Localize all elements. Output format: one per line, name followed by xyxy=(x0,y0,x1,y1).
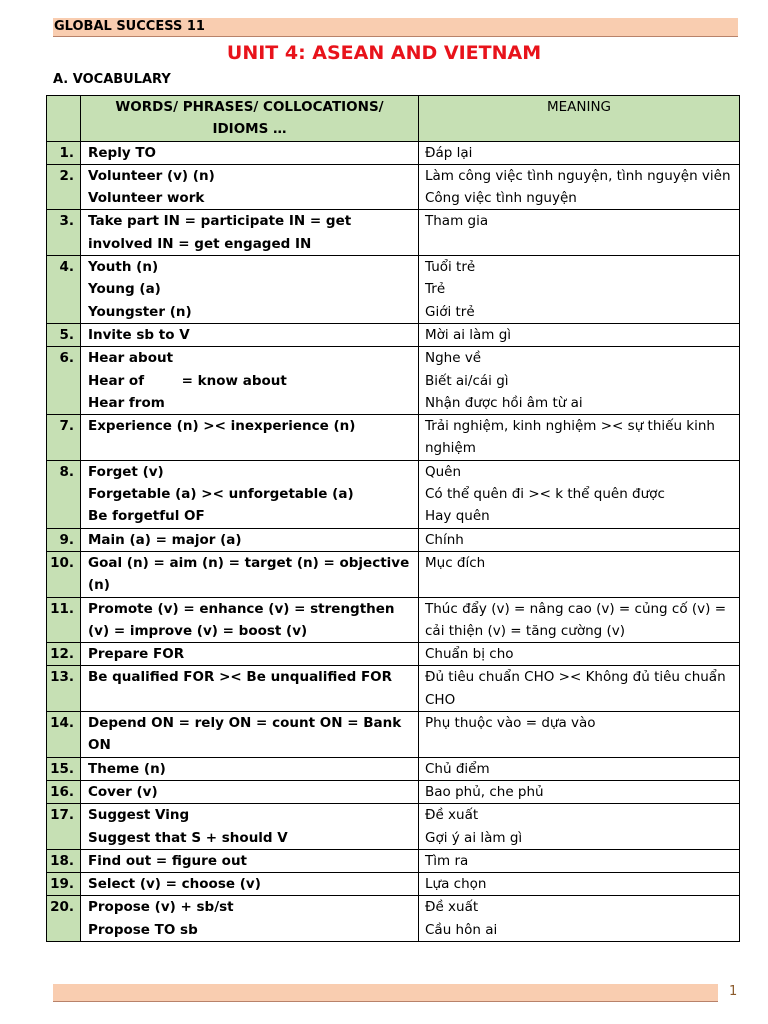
table-row xyxy=(47,849,740,872)
vocab-meaning: Mục đích xyxy=(425,554,486,571)
row-number: 14. xyxy=(47,712,81,758)
vocab-term: Forgetable (a) >< unforgetable (a) xyxy=(88,486,354,503)
vocab-term: Propose (v) + sb/st xyxy=(88,899,234,916)
vocab-meaning-cell xyxy=(419,780,740,803)
row-number: 1. xyxy=(47,141,81,164)
vocab-term: Be forgetful OF xyxy=(88,508,205,525)
vocab-term: Theme (n) xyxy=(88,760,166,777)
vocab-meaning: Chuẩn bị cho xyxy=(425,646,514,663)
vocab-meaning: Hay quên xyxy=(425,508,490,525)
vocab-meaning-cell xyxy=(419,256,740,324)
row-number: 2. xyxy=(47,164,81,210)
vocab-term-cell xyxy=(81,141,419,164)
row-number: 15. xyxy=(47,757,81,780)
footer-bar xyxy=(53,984,718,1002)
vocab-meaning: Mời ai làm gì xyxy=(425,326,512,343)
vocab-meaning-cell xyxy=(419,643,740,666)
vocab-meaning: Quên xyxy=(425,463,462,480)
vocab-meaning: Gợi ý ai làm gì xyxy=(425,829,523,846)
vocab-meaning: Đề xuất xyxy=(425,807,479,824)
vocab-meaning-cell xyxy=(419,757,740,780)
row-number: 8. xyxy=(47,460,81,528)
vocab-meaning: Trẻ xyxy=(425,281,446,298)
table-row xyxy=(47,873,740,896)
row-number: 12. xyxy=(47,643,81,666)
vocab-term-cell xyxy=(81,849,419,872)
table-header-row xyxy=(47,96,740,142)
vocab-meaning: Lựa chọn xyxy=(425,876,487,893)
vocab-meaning: Cầu hôn ai xyxy=(425,921,498,938)
vocab-term: Be qualified FOR >< Be unqualified FOR xyxy=(88,669,393,686)
vocab-meaning: Giới trẻ xyxy=(425,303,475,320)
vocab-term: Forget (v) xyxy=(88,463,164,480)
vocab-meaning: Phụ thuộc vào = dựa vào xyxy=(425,715,596,732)
vocab-term: Find out = figure out xyxy=(88,852,248,869)
vocab-meaning-cell xyxy=(419,528,740,551)
row-number: 6. xyxy=(47,347,81,415)
vocab-meaning: Chính xyxy=(425,531,464,548)
header-title: GLOBAL SUCCESS 11 xyxy=(54,19,205,34)
vocab-meaning-cell xyxy=(419,849,740,872)
vocab-term: Invite sb to V xyxy=(88,326,190,343)
table-row xyxy=(47,804,740,850)
vocab-term: Cover (v) xyxy=(88,783,158,800)
vocab-meaning: Thúc đẩy (v) = nâng cao (v) = củng cố (v) = cải thiện (v) = tăng cường (v) xyxy=(425,600,731,639)
row-number: 11. xyxy=(47,597,81,643)
vocab-term: Take part IN = participate IN = get involved IN = get engaged IN xyxy=(88,213,356,252)
vocab-meaning-cell xyxy=(419,415,740,461)
vocab-meaning-cell xyxy=(419,804,740,850)
table-row xyxy=(47,896,740,942)
vocab-meaning: Đáp lại xyxy=(425,144,473,161)
row-number: 9. xyxy=(47,528,81,551)
vocab-meaning: Nhận được hồi âm từ ai xyxy=(425,394,583,411)
vocab-term-cell xyxy=(81,757,419,780)
vocab-term-cell xyxy=(81,804,419,850)
table-row xyxy=(47,597,740,643)
header-bar xyxy=(53,18,738,37)
vocab-term-cell xyxy=(81,323,419,346)
table-row xyxy=(47,256,740,324)
vocab-term: Hear about xyxy=(88,350,174,367)
number-column-header xyxy=(47,96,81,142)
table-row xyxy=(47,164,740,210)
table-row xyxy=(47,141,740,164)
vocab-term-cell xyxy=(81,780,419,803)
vocab-term: Volunteer (v) (n) xyxy=(88,167,215,184)
table-row xyxy=(47,528,740,551)
table-row xyxy=(47,323,740,346)
vocab-meaning-cell xyxy=(419,873,740,896)
vocab-term: Promote (v) = enhance (v) = strengthen (v) = improve (v) = boost (v) xyxy=(88,600,400,639)
table-row xyxy=(47,460,740,528)
vocab-term: Main (a) = major (a) xyxy=(88,531,242,548)
table-row xyxy=(47,347,740,415)
unit-title: UNIT 4: ASEAN AND VIETNAM xyxy=(226,42,542,64)
row-number: 16. xyxy=(47,780,81,803)
row-number: 5. xyxy=(47,323,81,346)
vocabulary-table xyxy=(46,95,740,942)
table-row xyxy=(47,210,740,256)
vocab-term-cell xyxy=(81,256,419,324)
vocab-meaning-cell xyxy=(419,712,740,758)
vocab-term: Select (v) = choose (v) xyxy=(88,876,261,893)
vocab-meaning: Công việc tình nguyện xyxy=(425,190,577,207)
vocab-meaning: Tìm ra xyxy=(425,852,469,869)
vocab-term-cell xyxy=(81,551,419,597)
vocab-term: Volunteer work xyxy=(88,190,205,207)
words-column-header: WORDS/ PHRASES/ COLLOCATIONS/ IDIOMS … xyxy=(81,96,419,142)
row-number: 19. xyxy=(47,873,81,896)
vocab-term-cell xyxy=(81,460,419,528)
row-number: 17. xyxy=(47,804,81,850)
row-number: 7. xyxy=(47,415,81,461)
vocab-term: Experience (n) >< inexperience (n) xyxy=(88,418,356,435)
table-row xyxy=(47,643,740,666)
vocab-term: Suggest Ving xyxy=(88,807,190,824)
row-number: 3. xyxy=(47,210,81,256)
vocab-meaning: Tuổi trẻ xyxy=(425,259,476,276)
vocab-meaning: Chủ điểm xyxy=(425,760,490,777)
vocab-meaning-cell xyxy=(419,210,740,256)
vocab-meaning: Trải nghiệm, kinh nghiệm >< sự thiếu kinh nghiệm xyxy=(425,418,720,457)
vocab-meaning: Làm công việc tình nguyện, tình nguyện viên xyxy=(425,167,731,184)
vocab-term-cell xyxy=(81,597,419,643)
vocab-meaning-cell xyxy=(419,323,740,346)
row-number: 13. xyxy=(47,666,81,712)
vocabulary-table-body xyxy=(47,141,740,941)
vocab-term-cell xyxy=(81,666,419,712)
vocab-term: Youth (n) xyxy=(88,259,159,276)
vocab-meaning-cell xyxy=(419,164,740,210)
vocab-term-cell xyxy=(81,164,419,210)
table-row xyxy=(47,712,740,758)
vocab-term-cell xyxy=(81,347,419,415)
vocab-term-cell xyxy=(81,415,419,461)
vocab-term-cell xyxy=(81,896,419,942)
vocab-meaning: Nghe về xyxy=(425,350,482,367)
vocab-term-cell xyxy=(81,210,419,256)
vocab-meaning-cell xyxy=(419,460,740,528)
vocab-meaning: Tham gia xyxy=(425,213,489,230)
vocab-term: Hear from xyxy=(88,394,165,411)
table-row xyxy=(47,551,740,597)
vocab-meaning-cell xyxy=(419,597,740,643)
vocab-meaning: Bao phủ, che phủ xyxy=(425,783,544,800)
vocab-term: Reply TO xyxy=(88,144,157,161)
table-row xyxy=(47,666,740,712)
row-number: 10. xyxy=(47,551,81,597)
vocab-meaning: Biết ai/cái gì xyxy=(425,372,509,389)
vocab-meaning-cell xyxy=(419,666,740,712)
row-number: 4. xyxy=(47,256,81,324)
vocab-meaning: Đủ tiêu chuẩn CHO >< Không đủ tiêu chuẩn CHO xyxy=(425,669,730,708)
vocab-meaning-cell xyxy=(419,551,740,597)
meaning-column-header: MEANING xyxy=(419,96,740,142)
page-number: 1 xyxy=(729,984,738,999)
section-title: A. VOCABULARY xyxy=(53,72,171,87)
vocab-term: Young (a) xyxy=(88,281,161,298)
vocab-term-cell xyxy=(81,643,419,666)
vocab-term: Suggest that S + should V xyxy=(88,829,288,846)
vocab-meaning-cell xyxy=(419,896,740,942)
row-number: 18. xyxy=(47,849,81,872)
vocab-meaning-cell xyxy=(419,347,740,415)
vocab-term: Hear of = know about xyxy=(88,372,287,389)
vocab-term: Depend ON = rely ON = count ON = Bank ON xyxy=(88,715,406,754)
table-row xyxy=(47,757,740,780)
vocab-term: Prepare FOR xyxy=(88,646,185,663)
vocab-term: Propose TO sb xyxy=(88,921,198,938)
vocab-term: Youngster (n) xyxy=(88,303,192,320)
row-number: 20. xyxy=(47,896,81,942)
vocab-meaning: Có thể quên đi >< k thể quên được xyxy=(425,486,665,503)
vocab-term: Goal (n) = aim (n) = target (n) = objective (n) xyxy=(88,554,414,594)
table-row xyxy=(47,780,740,803)
vocab-meaning: Đề xuất xyxy=(425,899,479,916)
vocab-term-cell xyxy=(81,528,419,551)
vocab-term-cell xyxy=(81,712,419,758)
vocab-term-cell xyxy=(81,873,419,896)
vocab-meaning-cell xyxy=(419,141,740,164)
table-row xyxy=(47,415,740,461)
